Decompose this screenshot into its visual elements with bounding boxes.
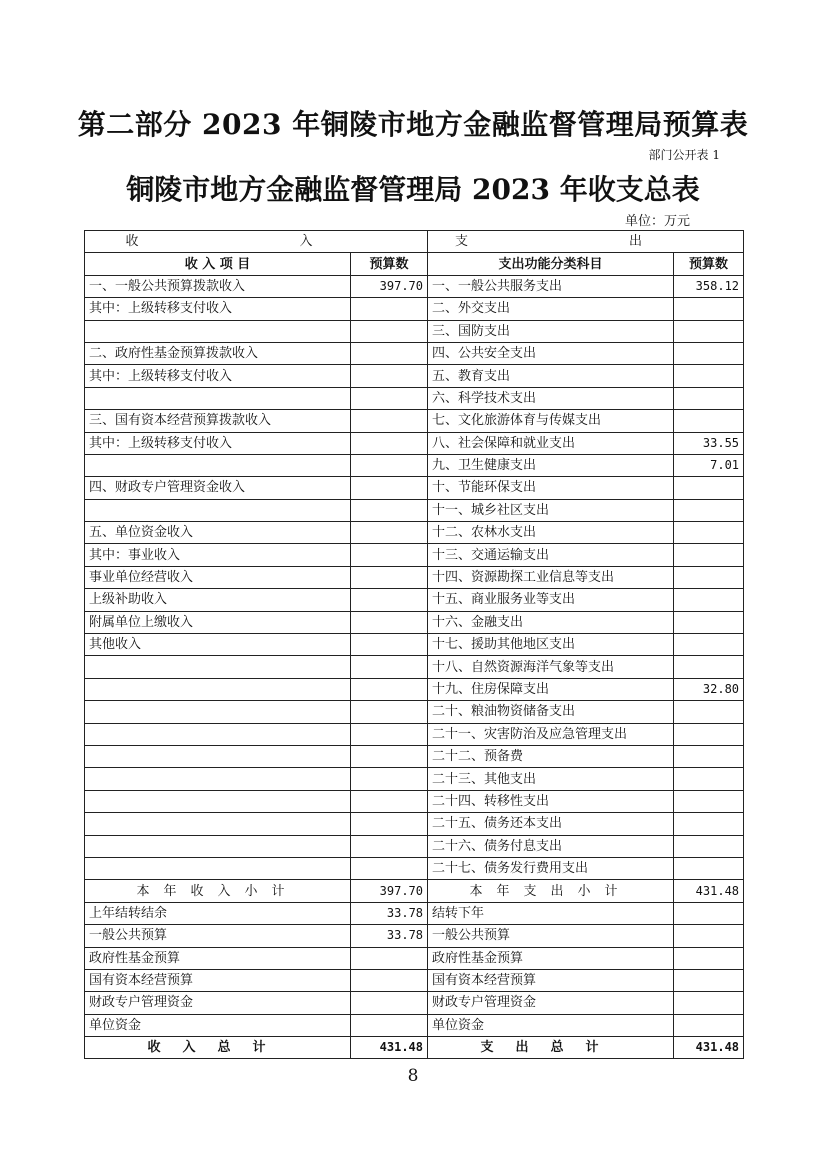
income-value (351, 342, 428, 364)
carryover-expense-item: 国有资本经营预算 (428, 969, 674, 991)
income-subtotal-label (85, 880, 351, 902)
table-row (85, 701, 744, 723)
expense-value (674, 745, 744, 767)
income-value (351, 387, 428, 409)
table-row (85, 499, 744, 521)
income-item: 一、一般公共预算拨款收入 (85, 275, 351, 297)
income-item: 四、财政专户管理资金收入 (85, 477, 351, 499)
expense-item: 二十一、灾害防治及应急管理支出 (428, 723, 674, 745)
income-item: 其他收入 (85, 634, 351, 656)
table-row (85, 589, 744, 611)
expense-value (674, 477, 744, 499)
income-item: 上级补助收入 (85, 589, 351, 611)
table-column-header (85, 253, 744, 275)
income-value (351, 768, 428, 790)
expense-total-text: 支出总计 (480, 1040, 621, 1056)
table-row (85, 790, 744, 812)
table-row (85, 566, 744, 588)
expense-item: 二十四、转移性支出 (428, 790, 674, 812)
income-item (85, 813, 351, 835)
income-item (85, 656, 351, 678)
expense-group-header (428, 231, 744, 253)
expense-item: 十、节能环保支出 (428, 477, 674, 499)
expense-item: 五、教育支出 (428, 365, 674, 387)
expense-value (674, 723, 744, 745)
table-row (85, 432, 744, 454)
table-row (85, 320, 744, 342)
table-row (85, 768, 744, 790)
income-item: 附属单位上缴收入 (85, 611, 351, 633)
expense-value: 33.55 (674, 432, 744, 454)
expense-value (674, 410, 744, 432)
income-value (351, 477, 428, 499)
table-row (85, 835, 744, 857)
expense-item: 十五、商业服务业等支出 (428, 589, 674, 611)
carryover-income-value (351, 969, 428, 991)
table-row (85, 544, 744, 566)
expense-item: 十一、城乡社区支出 (428, 499, 674, 521)
carryover-expense-value (674, 969, 744, 991)
table-row (85, 342, 744, 364)
carryover-row (85, 902, 744, 924)
expense-item: 十八、自然资源海洋气象等支出 (428, 656, 674, 678)
income-value: 397.70 (351, 275, 428, 297)
expense-value (674, 499, 744, 521)
income-subtotal-text: 本年收入小计 (136, 883, 299, 899)
expense-value (674, 768, 744, 790)
income-value (351, 589, 428, 611)
page-number: 8 (407, 1066, 419, 1086)
carryover-expense-value (674, 1014, 744, 1036)
page-title: 第二部分 2023 年铜陵市地方金融监督管理局预算表 (77, 108, 749, 141)
expense-item: 二十三、其他支出 (428, 768, 674, 790)
income-item (85, 745, 351, 767)
expense-value (674, 298, 744, 320)
carryover-income-item: 国有资本经营预算 (85, 969, 351, 991)
income-value (351, 745, 428, 767)
expense-value (674, 634, 744, 656)
income-value (351, 656, 428, 678)
income-value (351, 298, 428, 320)
income-item (85, 790, 351, 812)
expense-item: 二十六、债务付息支出 (428, 835, 674, 857)
expense-item-header: 支出功能分类科目 (428, 253, 674, 275)
income-value (351, 857, 428, 879)
total-row (85, 1037, 744, 1059)
expense-item: 一、一般公共服务支出 (428, 275, 674, 297)
income-value (351, 835, 428, 857)
carryover-row (85, 925, 744, 947)
income-item: 事业单位经营收入 (85, 566, 351, 588)
income-value (351, 634, 428, 656)
expense-subtotal-label (428, 880, 674, 902)
expense-value (674, 589, 744, 611)
expense-value: 358.12 (674, 275, 744, 297)
expense-item: 八、社会保障和就业支出 (428, 432, 674, 454)
table-row (85, 477, 744, 499)
carryover-income-value: 33.78 (351, 925, 428, 947)
expense-item: 十三、交通运输支出 (428, 544, 674, 566)
table-row (85, 723, 744, 745)
income-item (85, 678, 351, 700)
budget-summary-table (84, 230, 744, 1059)
table-row (85, 813, 744, 835)
table-row (85, 454, 744, 476)
table-row (85, 387, 744, 409)
income-item (85, 499, 351, 521)
table-row (85, 678, 744, 700)
income-value (351, 611, 428, 633)
table-title: 铜陵市地方金融监督管理局 2023 年收支总表 (126, 173, 700, 206)
expense-total-label (428, 1037, 674, 1059)
expense-value (674, 857, 744, 879)
carryover-expense-value (674, 992, 744, 1014)
expense-item: 二十二、预备费 (428, 745, 674, 767)
income-total-value: 431.48 (351, 1037, 428, 1059)
carryover-income-value (351, 947, 428, 969)
carryover-expense-item: 结转下年 (428, 902, 674, 924)
carryover-income-value: 33.78 (351, 902, 428, 924)
carryover-income-item: 上年结转结余 (85, 902, 351, 924)
income-item (85, 701, 351, 723)
income-item: 二、政府性基金预算拨款收入 (85, 342, 351, 364)
income-item (85, 723, 351, 745)
carryover-row (85, 969, 744, 991)
carryover-income-item: 单位资金 (85, 1014, 351, 1036)
carryover-row (85, 1014, 744, 1036)
income-item (85, 320, 351, 342)
income-value (351, 499, 428, 521)
expense-value (674, 656, 744, 678)
expense-budget-header: 预算数 (674, 253, 744, 275)
carryover-expense-value (674, 902, 744, 924)
table-body (85, 231, 744, 1059)
income-item: 其中：事业收入 (85, 544, 351, 566)
table-row (85, 275, 744, 297)
income-value (351, 432, 428, 454)
income-value (351, 544, 428, 566)
income-item (85, 835, 351, 857)
expense-value: 32.80 (674, 678, 744, 700)
expense-total-value: 431.48 (674, 1037, 744, 1059)
expense-value (674, 813, 744, 835)
income-item: 三、国有资本经营预算拨款收入 (85, 410, 351, 432)
expense-value (674, 566, 744, 588)
income-value (351, 701, 428, 723)
expense-value (674, 544, 744, 566)
table-row (85, 857, 744, 879)
table-row (85, 410, 744, 432)
carryover-income-value (351, 1014, 428, 1036)
income-item: 其中：上级转移支付收入 (85, 298, 351, 320)
table-group-header (85, 231, 744, 253)
expense-value (674, 522, 744, 544)
table-row (85, 745, 744, 767)
income-total-label (85, 1037, 351, 1059)
carryover-row (85, 947, 744, 969)
carryover-expense-item: 政府性基金预算 (428, 947, 674, 969)
form-number: 部门公开表 1 (648, 148, 720, 162)
expense-value (674, 387, 744, 409)
expense-subtotal-value: 431.48 (674, 880, 744, 902)
table-row (85, 298, 744, 320)
expense-value: 7.01 (674, 454, 744, 476)
expense-subtotal-text: 本年支出小计 (469, 883, 632, 899)
carryover-income-item: 政府性基金预算 (85, 947, 351, 969)
income-value (351, 813, 428, 835)
expense-value (674, 611, 744, 633)
expense-value (674, 790, 744, 812)
table-row (85, 656, 744, 678)
expense-value (674, 701, 744, 723)
expense-item: 四、公共安全支出 (428, 342, 674, 364)
income-value (351, 410, 428, 432)
expense-value (674, 320, 744, 342)
income-value (351, 678, 428, 700)
carryover-expense-value (674, 925, 744, 947)
expense-value (674, 835, 744, 857)
expense-value (674, 342, 744, 364)
expense-item: 二十、粮油物资储备支出 (428, 701, 674, 723)
expense-item: 六、科学技术支出 (428, 387, 674, 409)
carryover-income-item: 财政专户管理资金 (85, 992, 351, 1014)
income-item-header: 收 入 项 目 (85, 253, 351, 275)
carryover-row (85, 992, 744, 1014)
expense-item: 二十七、债务发行费用支出 (428, 857, 674, 879)
table-row (85, 634, 744, 656)
income-value (351, 566, 428, 588)
expense-item: 三、国防支出 (428, 320, 674, 342)
expense-item: 七、文化旅游体育与传媒支出 (428, 410, 674, 432)
income-item: 五、单位资金收入 (85, 522, 351, 544)
income-item: 其中：上级转移支付收入 (85, 365, 351, 387)
income-value (351, 723, 428, 745)
table-row (85, 522, 744, 544)
income-value (351, 454, 428, 476)
income-item (85, 454, 351, 476)
income-value (351, 320, 428, 342)
expense-item: 九、卫生健康支出 (428, 454, 674, 476)
expense-item: 十七、援助其他地区支出 (428, 634, 674, 656)
expense-item: 十六、金融支出 (428, 611, 674, 633)
income-total-text: 收入总计 (147, 1040, 288, 1056)
carryover-expense-item: 财政专户管理资金 (428, 992, 674, 1014)
table-row (85, 365, 744, 387)
carryover-expense-item: 一般公共预算 (428, 925, 674, 947)
subtotal-row (85, 880, 744, 902)
income-budget-header: 预算数 (351, 253, 428, 275)
carryover-income-item: 一般公共预算 (85, 925, 351, 947)
income-value (351, 790, 428, 812)
income-item (85, 768, 351, 790)
expense-header-label: 支 出 (455, 234, 717, 250)
income-header-label: 收 入 (125, 234, 387, 250)
expense-item: 十九、住房保障支出 (428, 678, 674, 700)
income-group-header (85, 231, 428, 253)
income-item (85, 387, 351, 409)
income-subtotal-value: 397.70 (351, 880, 428, 902)
expense-value (674, 365, 744, 387)
expense-item: 二、外交支出 (428, 298, 674, 320)
income-value (351, 365, 428, 387)
carryover-expense-value (674, 947, 744, 969)
expense-item: 十四、资源勘探工业信息等支出 (428, 566, 674, 588)
income-item (85, 857, 351, 879)
carryover-income-value (351, 992, 428, 1014)
expense-item: 十二、农林水支出 (428, 522, 674, 544)
income-value (351, 522, 428, 544)
carryover-expense-item: 单位资金 (428, 1014, 674, 1036)
table-row (85, 611, 744, 633)
income-item: 其中：上级转移支付收入 (85, 432, 351, 454)
unit-label: 单位：万元 (624, 214, 690, 229)
expense-item: 二十五、债务还本支出 (428, 813, 674, 835)
